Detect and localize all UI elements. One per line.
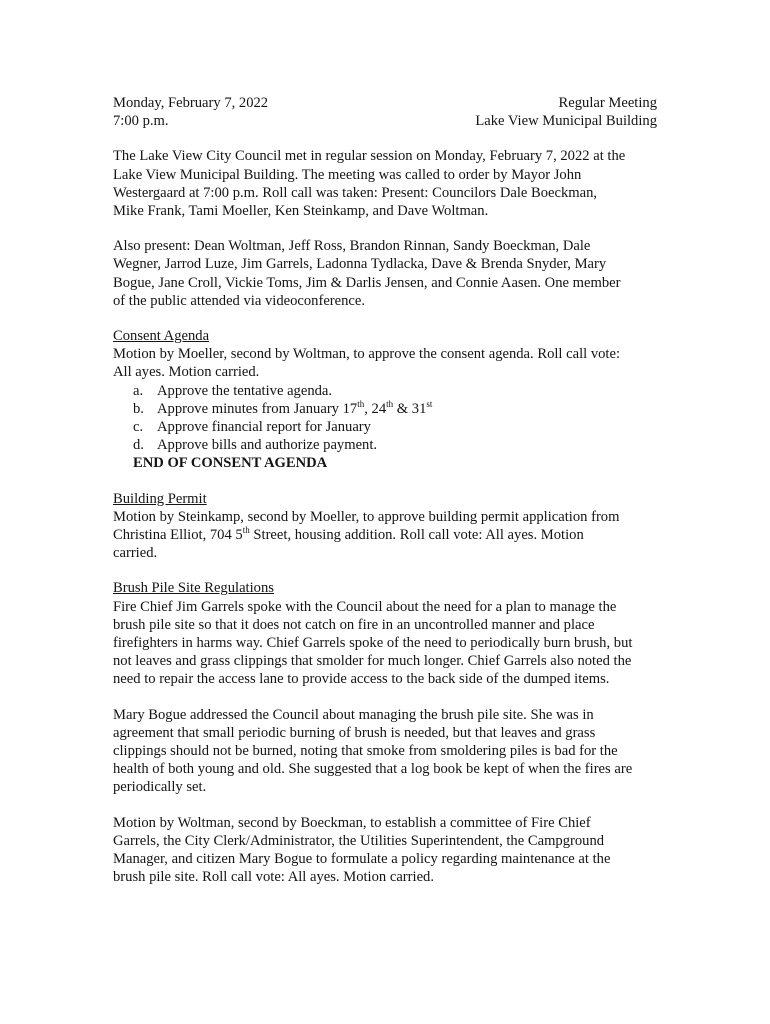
text-line: Lake View Municipal Building. The meeting was called to order by Mayor John bbox=[113, 166, 582, 183]
intro-paragraph bbox=[113, 147, 657, 220]
meeting-time: 7:00 p.m. bbox=[113, 113, 169, 130]
text-line: need to repair the access lane to provide access to the back side of the dumped items. bbox=[113, 671, 610, 688]
meeting-header bbox=[113, 94, 657, 130]
text-line: Fire Chief Jim Garrels spoke with the Council about the need for a plan to manage the bbox=[113, 598, 617, 615]
text-line: of the public attended via videoconference. bbox=[113, 292, 366, 309]
text-line: agreement that small periodic burning of brush is needed, but that leaves and grass bbox=[113, 724, 596, 741]
brush-pile-section bbox=[113, 579, 657, 886]
brush-pile-heading: Brush Pile Site Regulations bbox=[113, 580, 274, 597]
list-item-text: Approve bills and authorize payment. bbox=[157, 437, 378, 454]
building-permit-heading: Building Permit bbox=[113, 490, 207, 507]
text-line: health of both young and old. She suggested that a log book be kept of when the fires are bbox=[113, 761, 633, 778]
list-item bbox=[113, 418, 657, 436]
text-line: Manager, and citizen Mary Bogue to formulate a policy regarding maintenance at the bbox=[113, 851, 611, 868]
list-item-text: Approve minutes from January 17th, 24th & 31st bbox=[157, 398, 433, 417]
text-line: Christina Elliot, 704 5th Street, housing addition. Roll call vote: All ayes. Motion bbox=[113, 525, 584, 544]
list-item bbox=[113, 400, 657, 418]
text-line: All ayes. Motion carried. bbox=[113, 364, 260, 381]
text-line: periodically set. bbox=[113, 779, 207, 796]
also-present-paragraph bbox=[113, 237, 657, 310]
text-line: The Lake View City Council met in regular session on Monday, February 7, 2022 at the bbox=[113, 148, 626, 165]
text-line: Mary Bogue addressed the Council about managing the brush pile site. She was in bbox=[113, 706, 594, 723]
brush-pile-paragraph-2 bbox=[113, 706, 657, 797]
text-line: Also present: Dean Woltman, Jeff Ross, Brandon Rinnan, Sandy Boeckman, Dale bbox=[113, 238, 591, 255]
text-line: brush pile site. Roll call vote: All ayes. Motion carried. bbox=[113, 869, 434, 886]
building-permit-section bbox=[113, 490, 657, 563]
text-line: Motion by Moeller, second by Woltman, to approve the consent agenda. Roll call vote: bbox=[113, 346, 621, 363]
list-item-text: Approve financial report for January bbox=[157, 419, 371, 436]
meeting-date: Monday, February 7, 2022 bbox=[113, 95, 269, 111]
consent-agenda-section bbox=[113, 327, 657, 473]
list-marker: c. bbox=[133, 419, 144, 436]
text-line: Garrels, the City Clerk/Administrator, the Utilities Superintendent, the Campground bbox=[113, 832, 605, 849]
text-line: carried. bbox=[113, 545, 158, 562]
list-item-text: Approve the tentative agenda. bbox=[157, 382, 333, 399]
text-line: not leaves and grass clippings that smolder for much longer. Chief Garrels also noted the bbox=[113, 653, 632, 670]
brush-pile-paragraph-3 bbox=[113, 814, 657, 887]
text-line: clippings should not be burned, noting that smoke from smoldering piles is bad for the bbox=[113, 743, 618, 760]
end-consent-agenda-label: END OF CONSENT AGENDA bbox=[133, 455, 328, 472]
text-line: Motion by Steinkamp, second by Moeller, to approve building permit application from bbox=[113, 508, 620, 525]
text-line: Westergaard at 7:00 p.m. Roll call was taken: Present: Councilors Dale Boeckman, bbox=[113, 184, 598, 201]
consent-agenda-heading: Consent Agenda bbox=[113, 328, 210, 345]
text-line: Bogue, Jane Croll, Vickie Toms, Jim & Darlis Jensen, and Connie Aasen. One member bbox=[113, 274, 621, 291]
text-line: brush pile site so that it does not catch on fire in an uncontrolled manner and place bbox=[113, 616, 595, 633]
list-marker: a. bbox=[133, 382, 144, 399]
list-marker: d. bbox=[133, 437, 144, 454]
document-content bbox=[113, 94, 657, 887]
brush-pile-paragraph-1 bbox=[113, 598, 657, 689]
meeting-location: Lake View Municipal Building bbox=[475, 113, 657, 130]
list-item bbox=[113, 436, 657, 454]
text-line: Mike Frank, Tami Moeller, Ken Steinkamp, and Dave Woltman. bbox=[113, 203, 489, 219]
meeting-type: Regular Meeting bbox=[558, 95, 657, 111]
text-line: Wegner, Jarrod Luze, Jim Garrels, Ladonna Tydlacka, Dave & Brenda Snyder, Mary bbox=[113, 256, 607, 273]
text-line: Motion by Woltman, second by Boeckman, to establish a committee of Fire Chief bbox=[113, 814, 591, 831]
consent-agenda-list bbox=[113, 382, 657, 455]
list-marker: b. bbox=[133, 400, 144, 417]
text-line: firefighters in harms way. Chief Garrels spoke of the need to periodically burn brush, but bbox=[113, 635, 633, 652]
list-item bbox=[113, 382, 657, 400]
